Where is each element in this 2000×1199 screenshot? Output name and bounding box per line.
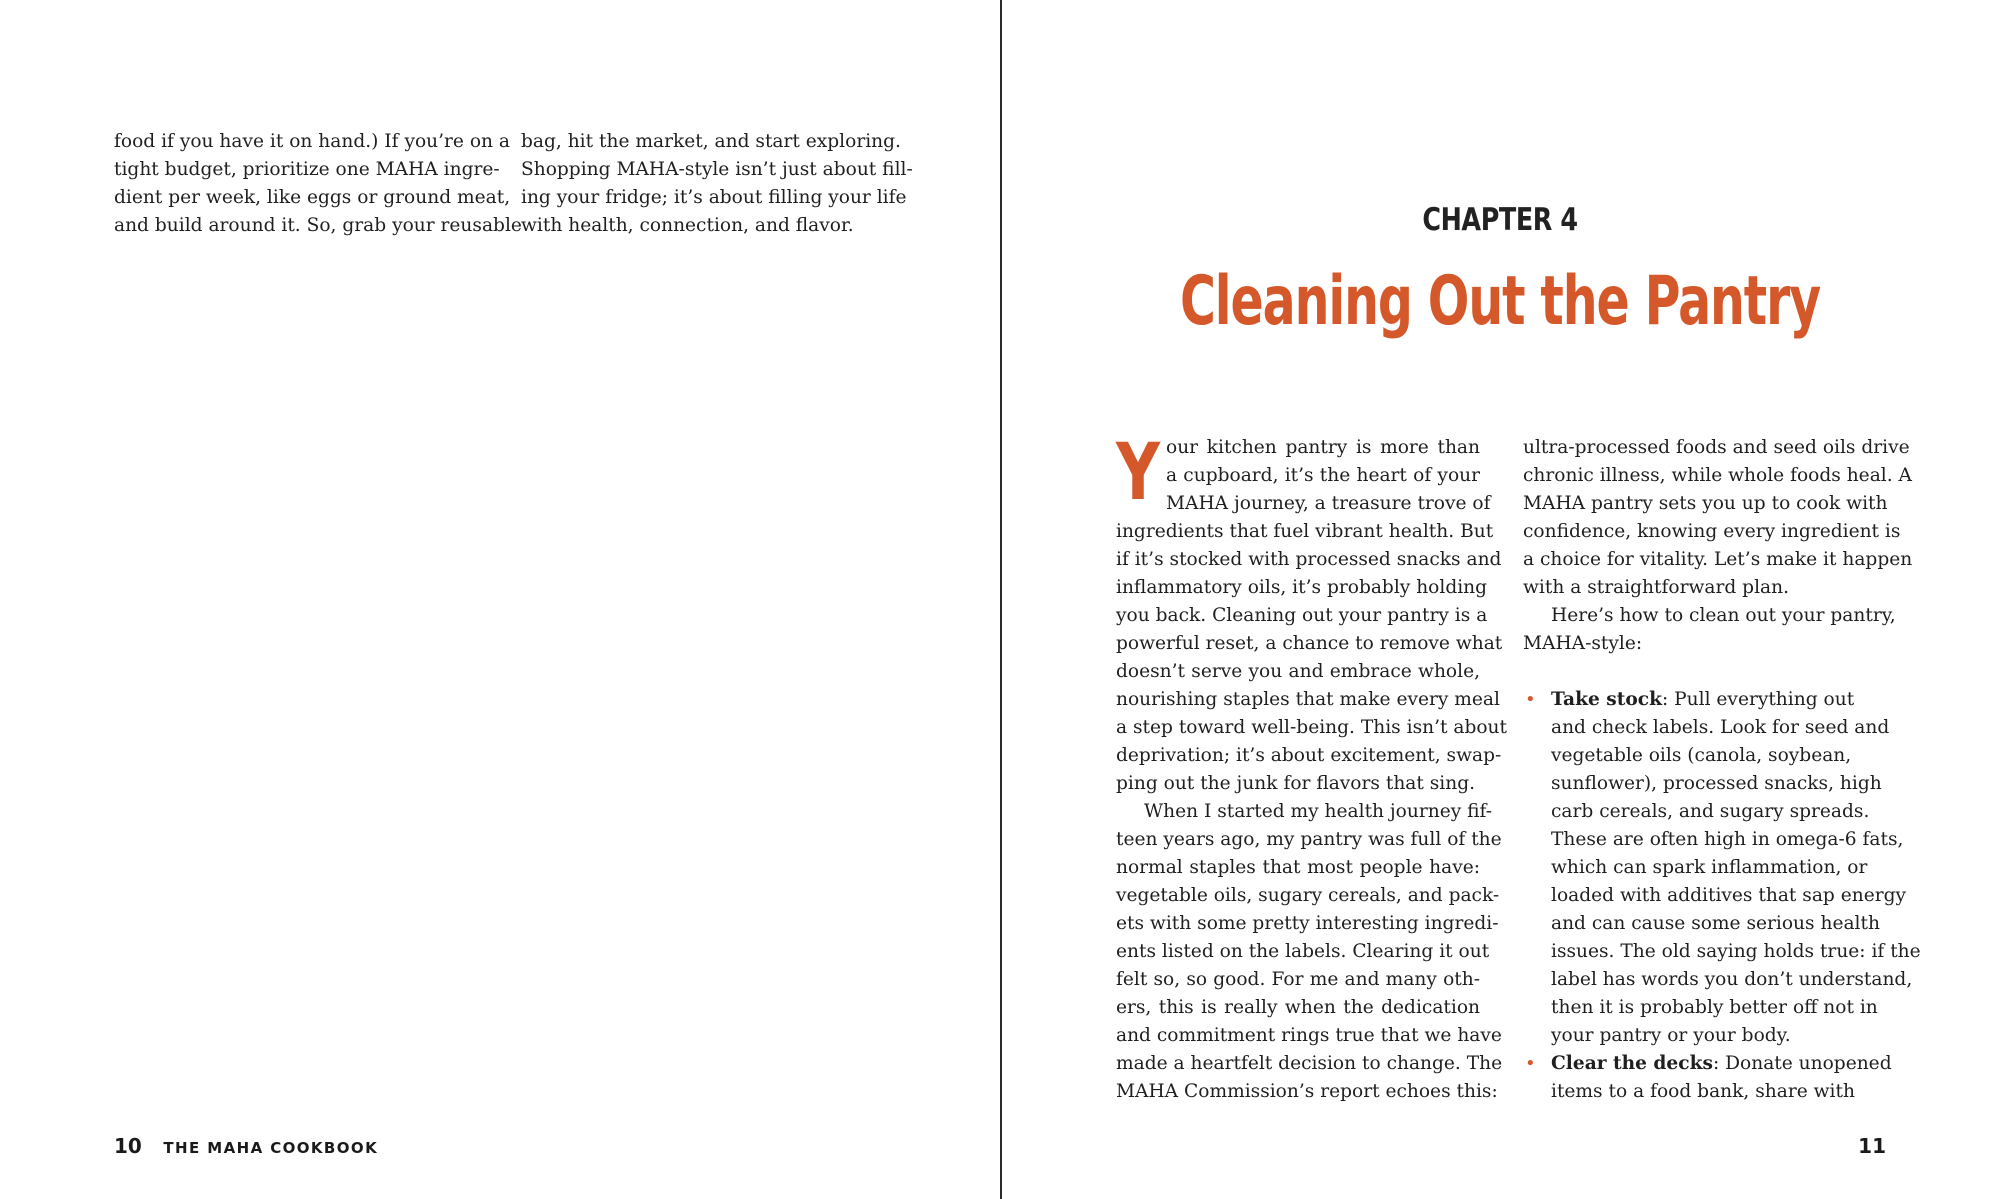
text-line: ing your fridge; it’s about filling your life	[521, 187, 907, 208]
text-line: issues. The old saying holds true: if the	[1551, 941, 1921, 962]
page-gutter-divider	[1000, 0, 1002, 1199]
text-line: and commitment rings true that we have	[1116, 1025, 1502, 1046]
right-page-column-2	[1523, 434, 1921, 1106]
text-line: When I started my health journey fif-	[1144, 801, 1493, 822]
text-line: ping out the junk for flavors that sing.	[1116, 773, 1476, 794]
text-line: with a straightforward plan.	[1523, 577, 1789, 598]
text-line: a choice for vitality. Let’s make it happen	[1523, 549, 1913, 570]
text-line: sunflower), processed snacks, high	[1551, 773, 1882, 794]
text-line: and can cause some serious health	[1551, 913, 1880, 934]
bullet-text: : Pull everything out	[1661, 689, 1855, 710]
text-line: deprivation; it’s about excitement, swap-	[1116, 745, 1502, 766]
text-line: doesn’t serve you and embrace whole,	[1116, 661, 1480, 682]
text-line: with health, connection, and flavor.	[521, 215, 854, 236]
text-line: a cupboard, it’s the heart of your	[1166, 465, 1480, 486]
text-line: MAHA Commission’s report echoes this:	[1116, 1081, 1498, 1102]
text-line: MAHA-style:	[1523, 633, 1643, 654]
bullet-icon: •	[1525, 689, 1536, 710]
text-line: food if you have it on hand.) If you’re on a	[114, 131, 510, 152]
text-line: ets with some pretty interesting ingredi-	[1116, 913, 1499, 934]
text-line: Here’s how to clean out your pantry,	[1551, 605, 1896, 626]
text-line: and build around it. So, grab your reusable	[114, 215, 522, 236]
text-line: normal staples that most people have:	[1116, 857, 1480, 878]
bullet-text: : Donate unopened	[1712, 1053, 1892, 1074]
text-line: our kitchen pantry is more than	[1166, 437, 1480, 458]
text-line: MAHA pantry sets you up to cook with	[1523, 493, 1888, 514]
text-line: ers, this is really when the dedication	[1116, 997, 1480, 1018]
text-line: which can spark inflammation, or	[1551, 857, 1868, 878]
chapter-title: Cleaning Out the Pantry	[1179, 262, 1821, 341]
page-number: 10	[114, 1134, 142, 1158]
text-line: inflammatory oils, it’s probably holding	[1116, 577, 1488, 598]
text-line: teen years ago, my pantry was full of the	[1116, 829, 1502, 850]
text-line: loaded with additives that sap energy	[1551, 885, 1907, 906]
text-line: a step toward well-being. This isn’t about	[1116, 717, 1508, 738]
text-line: carb cereals, and sugary spreads.	[1551, 801, 1870, 822]
text-line: nourishing staples that make every meal	[1116, 689, 1500, 710]
bullet-list	[1523, 686, 1921, 1106]
list-item	[1523, 1050, 1892, 1106]
running-title: THE MAHA COOKBOOK	[163, 1139, 379, 1157]
text-line: if it’s stocked with processed snacks and	[1116, 549, 1502, 570]
text-line: label has words you don’t understand,	[1551, 969, 1913, 990]
text-line: ingredients that fuel vibrant health. But	[1116, 521, 1494, 542]
text-line: MAHA journey, a treasure trove of	[1166, 493, 1491, 514]
text-line: dient per week, like eggs or ground meat,	[114, 187, 511, 208]
text-line: you back. Cleaning out your pantry is a	[1116, 605, 1488, 626]
left-page-footer	[114, 1134, 378, 1158]
bullet-term: Take stock	[1551, 689, 1662, 710]
text-line: made a heartfelt decision to change. The	[1116, 1053, 1503, 1074]
text-line: tight budget, prioritize one MAHA ingre-	[114, 159, 500, 180]
text-line: ultra-processed foods and seed oils drive	[1523, 437, 1910, 458]
text-line: vegetable oils, sugary cereals, and pack-	[1116, 885, 1500, 906]
text-line: vegetable oils (canola, soybean,	[1551, 745, 1852, 766]
opening-paragraph	[1116, 428, 1491, 518]
text-line: your pantry or your body.	[1551, 1025, 1791, 1046]
list-item	[1523, 686, 1921, 1050]
drop-cap: Y	[1116, 428, 1161, 518]
text-line: These are often high in omega-6 fats,	[1551, 829, 1904, 850]
chapter-label: CHAPTER 4	[1422, 202, 1578, 238]
text-line: and check labels. Look for seed and	[1551, 717, 1890, 738]
text-line: felt so, so good. For me and many oth-	[1116, 969, 1480, 990]
page-number: 11	[1858, 1134, 1886, 1158]
text-line: chronic illness, while whole foods heal. A	[1523, 465, 1912, 486]
text-line: powerful reset, a chance to remove what	[1116, 633, 1503, 654]
text-line: confidence, knowing every ingredient is	[1523, 521, 1901, 542]
right-page-column-1	[1116, 428, 1508, 1106]
text-line: then it is probably better off not in	[1551, 997, 1878, 1018]
bullet-icon: •	[1525, 1053, 1536, 1074]
text-line: Shopping MAHA-style isn’t just about fill-	[521, 159, 913, 180]
text-line: ents listed on the labels. Clearing it out	[1116, 941, 1490, 962]
bullet-term: Clear the decks	[1551, 1053, 1713, 1074]
text-line: items to a food bank, share with	[1551, 1081, 1855, 1102]
text-line: bag, hit the market, and start exploring.	[521, 131, 901, 152]
